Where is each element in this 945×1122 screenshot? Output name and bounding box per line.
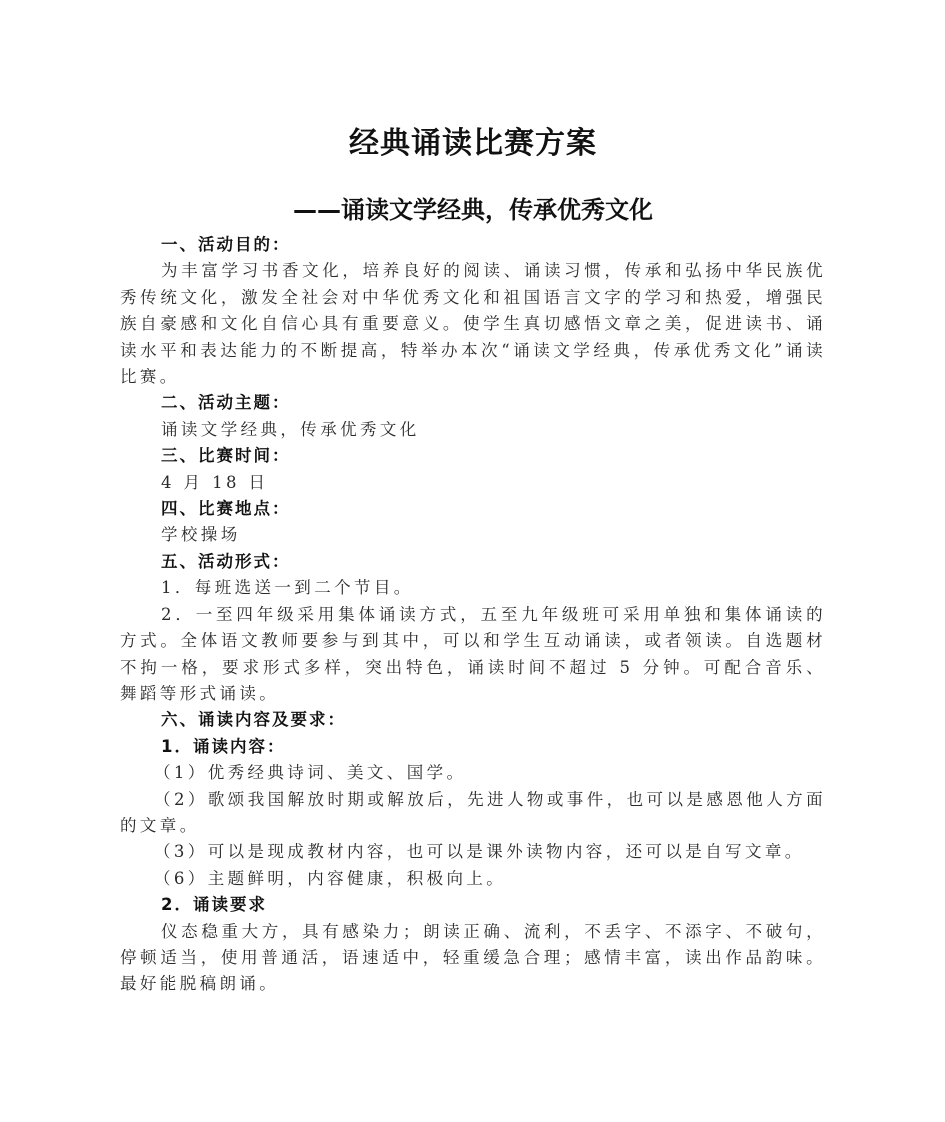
section-heading-format: 五、活动形式： [161,551,291,571]
document-title: 经典诵读比赛方案 [349,126,597,161]
format-item: 2．一至四年级采用集体诵读方式，五至九年级班可采用单独和集体诵读的方式。全体语文教师要参与到其中，可以和学生互动诵读，或者领读。自选题材不拘一格，要求形式多样，突出特色，诵读时间不超过 5 分钟。可配合音乐、舞蹈等形式诵读。 [120,604,826,703]
content-item: （2）歌颂我国解放时期或解放后，先进人物或事件，也可以是感恩他人方面的文章。 [120,789,826,835]
section-text-location: 学校操场 [161,525,241,545]
document-body [120,232,826,998]
section-text-time: 4 月 18 日 [161,472,269,492]
section-text-purpose: 为丰富学习书香文化，培养良好的阅读、诵读习惯，传承和弘扬中华民族优秀传统文化，激发全社会对中华优秀文化和祖国语言文字的学习和热爱，增强民族自豪感和文化自信心具有重要意义。使学生真切感悟文章之美，促进读书、诵读水平和表达能力的不断提高，特举办本次“诵读文学经典，传承优秀文化”诵读比赛。 [120,261,826,387]
content-item: （6）主题鲜明，内容健康，积极向上。 [154,868,507,888]
format-item: 1．每班选送一到二个节目。 [161,578,414,598]
section-heading-purpose: 一、活动目的： [161,235,291,254]
content-item: （3）可以是现成教材内容，也可以是课外读物内容，还可以是自写文章。 [154,842,805,862]
document-subtitle: ——诵读文学经典，传承优秀文化 [293,196,653,224]
section-heading-content: 六、诵读内容及要求： [161,710,346,730]
section-heading-theme: 二、活动主题： [161,393,291,413]
section-heading-location: 四、比赛地点： [161,499,291,519]
section-text-theme: 诵读文学经典，传承优秀文化 [161,419,420,439]
subsection-heading-requirements: 2．诵读要求 [161,895,267,915]
requirements-text: 仪态稳重大方，具有感染力；朗读正确、流利，不丢字、不添字、不破句，停顿适当，使用普通活，语速适中，轻重缓急合理；感情丰富，读出作品韵味。最好能脱稿朗诵。 [120,921,826,994]
content-item: （1）优秀经典诗词、美文、国学。 [154,763,467,783]
subsection-heading-content: 1．诵读内容： [161,736,286,756]
section-heading-time: 三、比赛时间： [161,446,291,466]
